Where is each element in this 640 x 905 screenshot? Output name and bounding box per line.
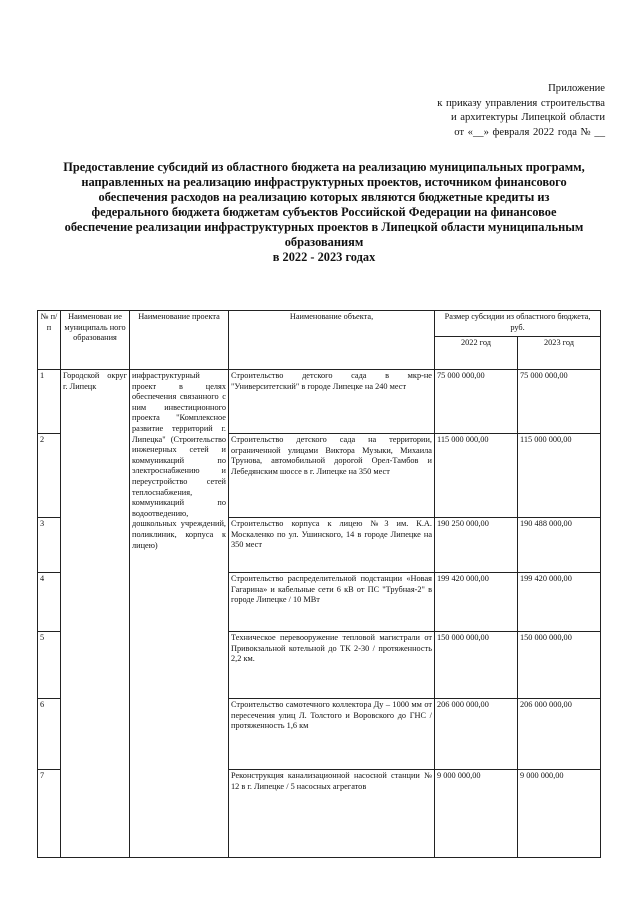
header-subsidy: Размер субсидии из областного бюджета, руб. [435, 311, 601, 337]
amount-2023: 115 000 000,00 [518, 434, 601, 518]
row-number: 1 [38, 370, 61, 434]
object-cell: Строительство корпуса к лицею №3 им. К.А. Москаленко по ул. Ушинского, 14 в городе Липецке на 350 мест [229, 518, 435, 573]
object-cell: Строительство самотечного коллектора Ду – 1000 мм от пересечения улиц Л. Толстого и Воровского до ГНС / протяженность 1,6 км [229, 699, 435, 770]
amount-2022: 115 000 000,00 [435, 434, 518, 518]
project-cell: инфраструктурный проект в целях обеспечения связанного с ним инвестиционного проекта "Комплексное развитие территорий г. Липецка" (Строительство инженерных сетей и коммуникаций по электроснабжению и переустройство сетей теплоснабжения, коммуникаций по водоотведению, дошкольных учреждений, поликлиник, корпуса к лицею) [130, 370, 229, 858]
row-number: 6 [38, 699, 61, 770]
amount-2022: 199 420 000,00 [435, 573, 518, 632]
object-cell: Реконструкция канализационной насосной станции № 12 в г. Липецке / 5 насосных агрегатов [229, 770, 435, 858]
municipality-cell: Городской округ г. Липецк [61, 370, 130, 858]
amount-2022: 150 000 000,00 [435, 632, 518, 699]
header-2022: 2022 год [435, 337, 518, 370]
appendix-line: Приложение [548, 83, 605, 94]
amount-2023: 190 488 000,00 [518, 518, 601, 573]
amount-2023: 199 420 000,00 [518, 573, 601, 632]
header-project: Наименование проекта [130, 311, 229, 370]
header-num: № п/ п [38, 311, 61, 370]
amount-2023: 206 000 000,00 [518, 699, 601, 770]
appendix-line: и архитектуры Липецкой области [450, 112, 605, 124]
amount-2022: 9 000 000,00 [435, 770, 518, 858]
object-cell: Строительство детского сада в мкр-не "Университетский" в городе Липецке на 240 мест [229, 370, 435, 434]
object-cell: Строительство детского сада на территории, ограниченной улицами Виктора Музыки, Михаила Трунова, автомобильной дорогой Орел-Тамбов и Лебедянским шоссе в г. Липецке на 350 мест [229, 434, 435, 518]
header-object: Наименование объекта, [229, 311, 435, 370]
amount-2022: 206 000 000,00 [435, 699, 518, 770]
appendix-line: от «__» февраля 2022 года № __ [454, 126, 605, 138]
row-number: 3 [38, 518, 61, 573]
document-title [60, 160, 588, 265]
object-cell: Строительство распределительной подстанции «Новая Гагарина» и кабельные сети 6 кВ от ПС "Трубная-2" в городе Липецке / 10 МВт [229, 573, 435, 632]
title-text: Предоставление субсидий из областного бюджета на реализацию муниципальных программ, направленных на реализацию инфраструктурных проектов, источником финансового обеспечения расходов на реализацию которых являются бюджетные кредиты из федерального бюджета бюджетам субъектов Российской Федерации на финансовое обеспечение реализации инфраструктурных проектов в Липецкой области муниципальным образованиям [63, 160, 585, 249]
appendix-line: к приказу управления строительства [437, 97, 605, 109]
row-number: 5 [38, 632, 61, 699]
amount-2022: 190 250 000,00 [435, 518, 518, 573]
row-number: 7 [38, 770, 61, 858]
appendix-block [437, 82, 605, 140]
amount-2023: 9 000 000,00 [518, 770, 601, 858]
header-municipality: Наименован ие муниципаль ного образования [61, 311, 130, 370]
row-number: 4 [38, 573, 61, 632]
header-2023: 2023 год [518, 337, 601, 370]
row-number: 2 [38, 434, 61, 518]
title-years: в 2022 - 2023 годах [272, 250, 376, 264]
amount-2023: 150 000 000,00 [518, 632, 601, 699]
subsidy-table [37, 310, 601, 858]
amount-2022: 75 000 000,00 [435, 370, 518, 434]
object-cell: Техническое перевооружение тепловой магистрали от Привокзальной котельной до ТК 2-30 / протяженность 2,2 км. [229, 632, 435, 699]
amount-2023: 75 000 000,00 [518, 370, 601, 434]
table-row [38, 370, 601, 434]
